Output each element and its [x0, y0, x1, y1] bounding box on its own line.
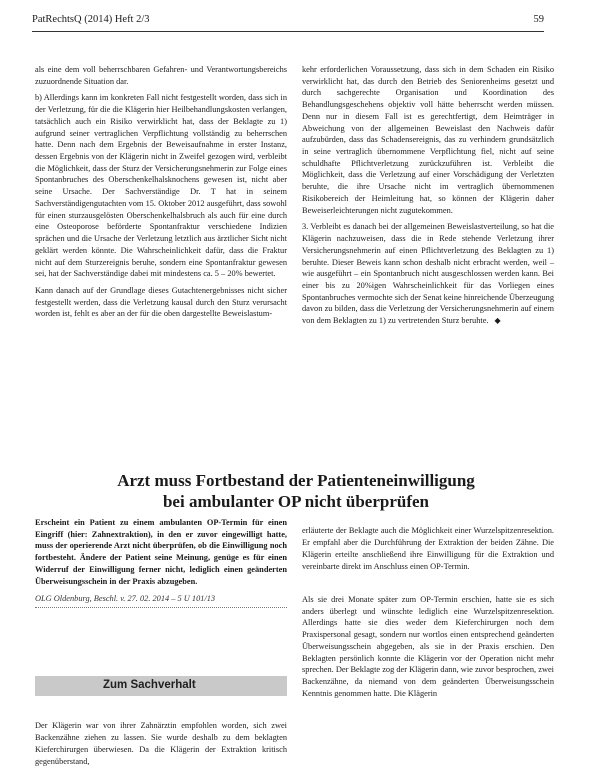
running-head [32, 14, 544, 30]
paragraph: b) Allerdings kann im konkreten Fall nicht festgestellt worden, dass sich in der Verletzung, für die die Klägerin hier Heilbehandlungskosten verlangen, tatsächlich auch ein Risiko verwirklicht hat, dass der Beklagte zu 1) aufgrund seiner vertraglichen Verpflichtung vollständig zu beherrschen hatte. Denn nach dem Ergebnis der Beweisaufnahme in erster Instanz, dessen Ergebnis von der Klägerin nicht in Zweifel gezogen wird, verbleibt die Möglichkeit, dass der Sturz der Versicherungsnehmerin zur Folge eines Spontanbruches des Oberschenkelhalsknochens gewesen ist, nicht aber seine Ursache. Der Sachverständige Dr. T hat in seinem Sachverständigengutachten vom 15. Oktober 2012 ausgeführt, dass sowohl für einen sturzausgelösten Oberschenkelhalsbruch als auch für eine durch eine Osteoporose beförderte Spontanfraktur verschiedene Indizien sprächen und die Ursache der Verletzung letztlich aus ärztlicher Sicht nicht geklärt werden könnte. Die Wahrscheinlichkeit dafür, dass die Fraktur nicht auf dem Sturzereignis beruhe, sondern eine Spontanfraktur gewesen sei, hat der Sachverständige dabei mit mindestens ca. 5 – 20% bewertet. [35, 93, 287, 279]
top-right-column [302, 64, 554, 327]
paragraph: Kann danach auf der Grundlage dieses Gutachtenergebnisses nicht sicher festgestellt werden, dass die Verletzung kausal durch den Sturz verursacht worden ist, fehlt es aber an der für die oben dargestellte Beweislastum- [35, 285, 287, 319]
top-left-column [35, 64, 287, 320]
paragraph: erläuterte der Beklagte auch die Möglichkeit einer Wurzelspitzenresektion. Er empfahl aber die Durchführung der Extraktion der beiden Zähne. Die Klägerin erteilte anschließend ihre Einwilligung für die Extraktion und vereinbarte direkt im Anschluss einen OP-Termin. [302, 526, 554, 571]
bottom-right-column [302, 517, 554, 708]
paragraph: als eine dem voll beherrschbaren Gefahren- und Verantwortungsbereichs zuzuordnende Situation dar. [35, 65, 287, 86]
paragraph-text: 3. Verbleibt es danach bei der allgemeinen Beweislastverteilung, so hat die Klägerin nachzuweisen, dass die in Rede stehende Verletzung ihrer Versicherungsnehmerin auf einen Pflichtverletzung des Beklagten zu 1) beruhte. Dieser Beweis kann schon deshalb nicht erbracht werden, weil – wie ausgeführt – ein Spontanbruch nicht ausgeschlossen werden kann. Bei einer bis zu 20%igen Wahrscheinlichkeit für das Vorliegen eines Spontanbruches vermochte sich der Senat keine hinreichende Überzeugung davon zu bilden, dass die Verletzung der Versicherungsnehmerin auf einem von dem Beklagten zu 1) zu vertretenden Sturz beruhte. [302, 222, 554, 326]
header-rule [32, 31, 544, 32]
sachverhalt-body [35, 712, 287, 776]
title-line: Arzt muss Fortbestand der Patienteneinwilligung [117, 471, 475, 490]
court-citation: OLG Oldenburg, Beschl. v. 27. 02. 2014 – 5 U 101/13 [35, 594, 216, 604]
journal-issue: PatRechtsQ (2014) Heft 2/3 [32, 14, 150, 25]
paragraph: Als sie drei Monate später zum OP-Termin erschien, hatte sie es sich anders überlegt und wünschte lediglich eine Wurzelspitzenresektion. Allerdings hatte sie dies weder dem Kieferchirurgen noch dem Praxispersonal gesagt, sondern nur wortlos einen entsprechend geänderten Überweisungsschein abgegeben, als sie in der Praxis erschien. Den Beklagten persönlich konnte die Klägerin vor der Operation nicht mehr sprechen. Der Beklagte zog der Klägerin dann, wie zuvor besprochen, zwei Backenzähne, da niemand von dem geänderten Überweisungsschein Kenntnis genommen hatte. Die Klägerin [302, 594, 554, 698]
article-title [60, 470, 532, 512]
paragraph: kehr erforderlichen Voraussetzung, dass sich in dem Schaden ein Risiko verwirklicht hat, das durch den Betrieb des Seniorenheims gesetzt und durch sachgerechte Organisation und Koordination des Behandlungsgeschehens objektiv voll hätte beherrscht werden müssen. Denn nur in diesem Fall ist es gerechtfertigt, dem Heimträger in Abweichung von der allgemeinen Beweislast den Nachweis dafür aufzubürden, dass das Schadensereignis, das zu verhindern grundsätzlich in seine vertraglich übernommene Verpflichtung fiel, nicht auf seine schuldhafte Pflichtverletzung zurückzuführen ist. Verbleibt die Möglichkeit, dass die Verletzung auf einer Vorschädigung der Verletzten beruhte, die ihre Ursache nicht im vertraglich übernommenen Risikobereich der Heimleitung hat, so können der Klägerin daher Beweiserleichterungen nicht zugutekommen. [302, 65, 554, 215]
citation-rule [35, 607, 287, 608]
paragraph [302, 221, 554, 326]
paragraph: Der Klägerin war von ihrer Zahnärztin empfohlen worden, sich zwei Backenzähne ziehen zu lassen. Sie wurde deshalb zu dem beklagten Kieferchirurgen überwiesen. Da die Klägerin der Extraktion kritisch gegenüberstand, [35, 721, 287, 766]
section-heading-text: Zum Sachverhalt [103, 679, 196, 691]
page-number: 59 [533, 14, 544, 25]
bottom-left-column [35, 517, 287, 608]
section-heading [35, 676, 287, 696]
abstract: Erscheint ein Patient zu einem ambulanten OP-Termin für einen Eingriff (hier: Zahnextraktion), in den er zuvor eingewilligt hatte, muss der operierende Arzt nicht überprüfen, ob die Einwilligung noch fortbesteht. Ändere der Patient seine Meinung, genüge es für einen Widerruf der Einwilligung ferner nicht, lediglich einen geänderten Überweisungsschein in der Praxis abzugeben. [35, 518, 287, 586]
end-of-article-marker: ◆ [494, 316, 501, 326]
title-line: bei ambulanter OP nicht überprüfen [162, 492, 430, 511]
